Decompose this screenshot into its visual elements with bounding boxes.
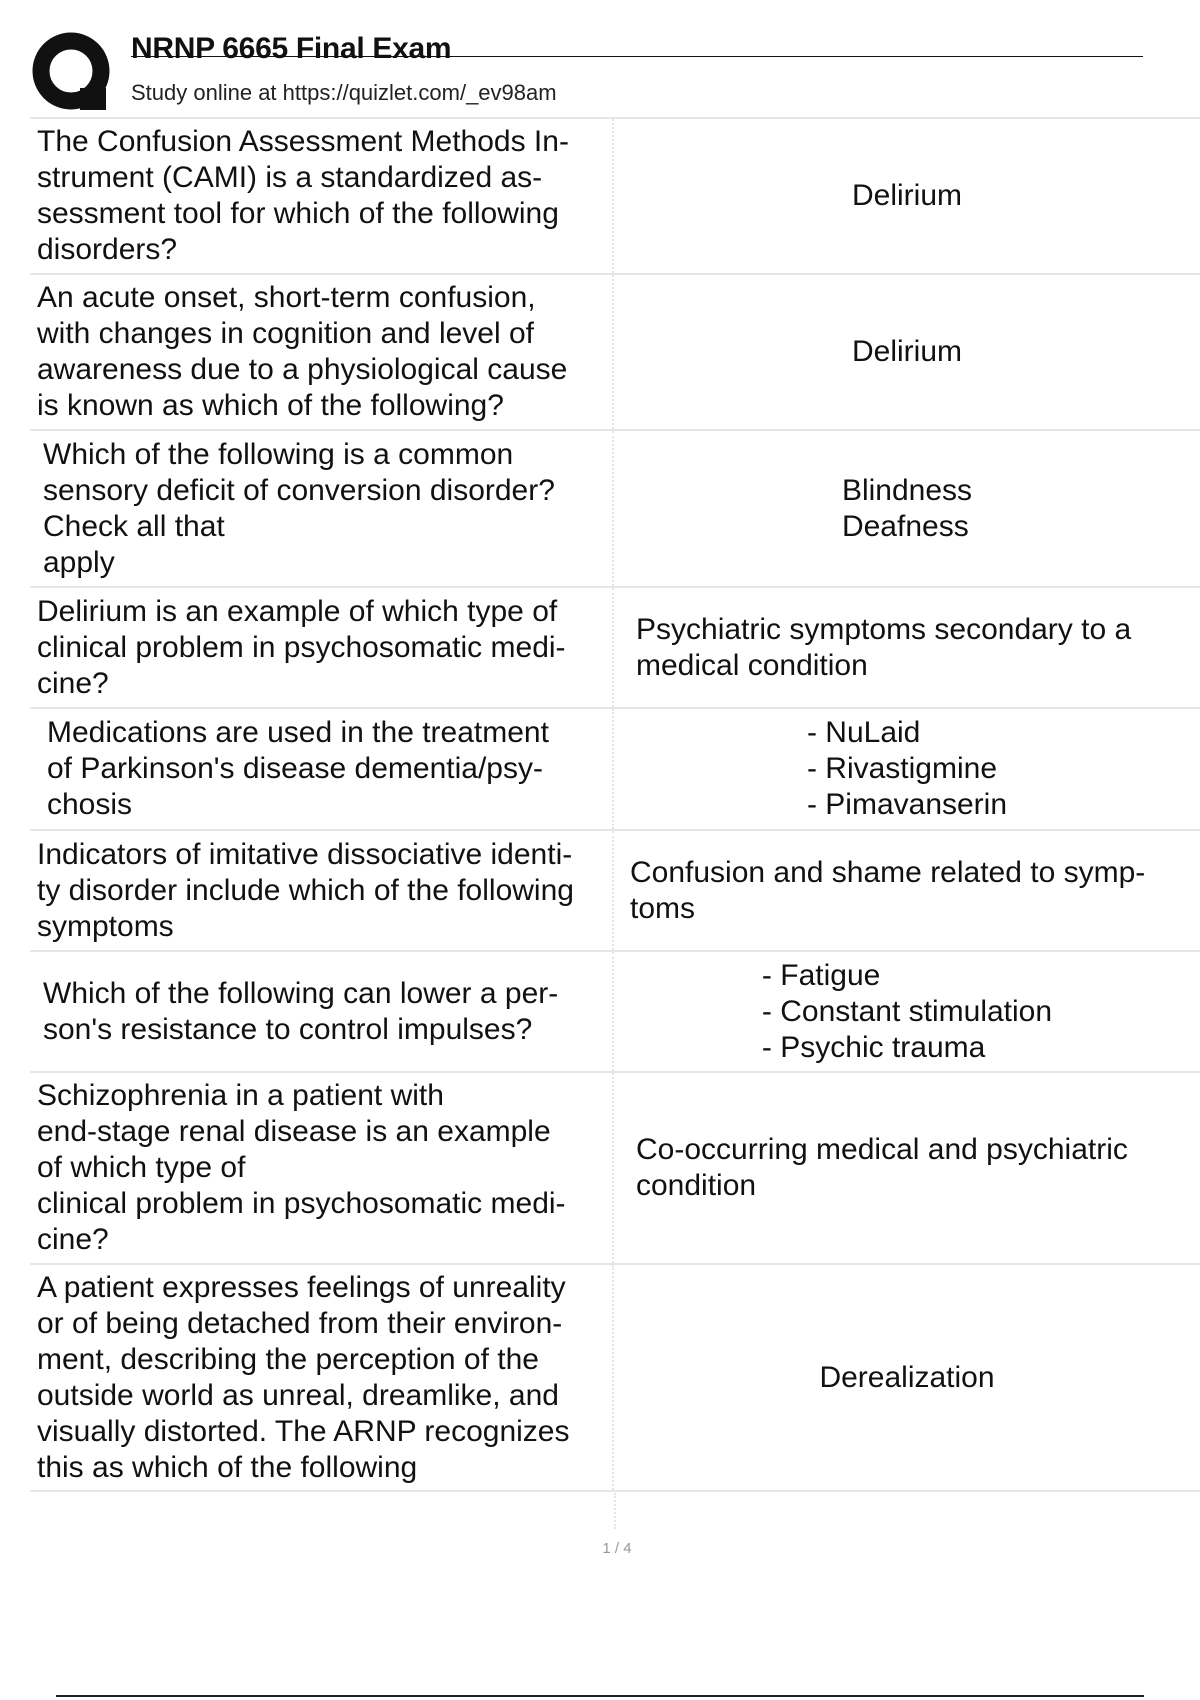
- page-header: [0, 0, 1200, 118]
- flashcard-row: [30, 952, 1200, 1073]
- flashcard-row: [30, 1265, 1200, 1492]
- study-online-link[interactable]: Study online at https://quizlet.com/_ev98am: [131, 80, 557, 105]
- flashcard-row: [30, 588, 1200, 709]
- flashcard-term: Delirium is an example of which type of clinical problem in psychosomatic medi- cine?: [30, 588, 614, 707]
- footer-divider: [56, 1695, 1144, 1697]
- flashcard-definition: Blindness Deafness: [841, 473, 973, 543]
- flashcard-term: Medications are used in the treatment of Parkinson's disease dementia/psy- chosis: [30, 709, 614, 829]
- flashcard-row: [30, 431, 1200, 588]
- flashcard-row: [30, 709, 1200, 831]
- flashcard-row: [30, 831, 1200, 952]
- column-divider-tail: [614, 1493, 616, 1529]
- flashcard-term: A patient expresses feelings of unreality or of being detached from their environ- ment, describing the perception of the outside world as unreal, dreamlike, and visually distorted. The ARNP recognizes this as which of the following: [30, 1265, 614, 1490]
- flashcard-definition: Delirium: [851, 335, 962, 368]
- title-underline: [131, 56, 1143, 57]
- page-title: NRNP 6665 Final Exam: [131, 32, 452, 65]
- flashcard-term: Indicators of imitative dissociative identi- ty disorder include which of the following symptoms: [30, 831, 614, 950]
- flashcard-term: Schizophrenia in a patient with end-stage renal disease is an example of which type of clinical problem in psychosomatic medi- cine?: [30, 1073, 614, 1263]
- flashcard-row: [30, 1073, 1200, 1265]
- flashcard-definition: Confusion and shame related to symp- toms: [630, 855, 1146, 925]
- flashcard-term: An acute onset, short-term confusion, with changes in cognition and level of awareness due to a physiological cause is known as which of the following?: [30, 275, 614, 429]
- flashcard-definition: Co-occurring medical and psychiatric condition: [636, 1133, 1128, 1202]
- flashcard-definition: Delirium: [851, 179, 962, 212]
- flashcard-row: [30, 119, 1200, 275]
- flashcard-term: Which of the following can lower a per- son's resistance to control impulses?: [30, 952, 614, 1071]
- flashcard-definition: Psychiatric symptoms secondary to a medical condition: [636, 612, 1132, 682]
- flashcard-row: [30, 275, 1200, 431]
- flashcard-definition: - Fatigue - Constant stimulation - Psychic trauma: [761, 958, 1053, 1064]
- quizlet-q-logo-icon: [32, 32, 112, 112]
- flashcard-term: The Confusion Assessment Methods In- strument (CAMI) is a standardized as- sessment tool for which of the following disorders?: [30, 119, 614, 273]
- flashcard-definition: Derealization: [819, 1360, 995, 1394]
- flashcard-definition: - NuLaid - Rivastigmine - Pimavanserin: [806, 716, 1008, 821]
- page-indicator: 1 / 4: [602, 1540, 632, 1557]
- flashcard-term: Which of the following is a common sensory deficit of conversion disorder? Check all that apply: [30, 431, 614, 586]
- flashcard-list: [30, 117, 1200, 1492]
